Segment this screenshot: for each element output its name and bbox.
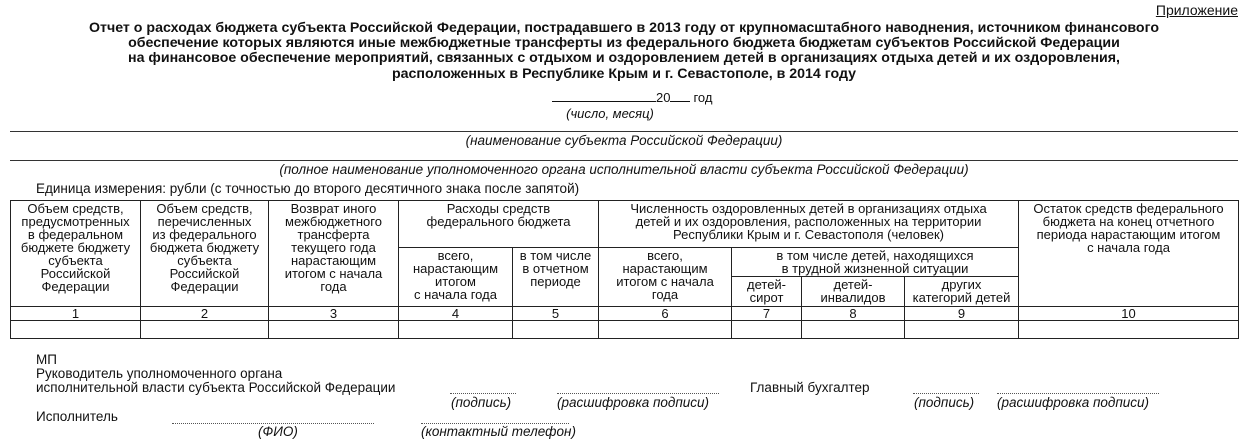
data-cell[interactable] bbox=[905, 321, 1019, 339]
accountant-decoding-line[interactable] bbox=[997, 393, 1159, 394]
stamp-mark: МП bbox=[36, 352, 57, 367]
column-number: 2 bbox=[141, 307, 269, 321]
header-expenses-period: в том числе в отчетном периоде bbox=[513, 248, 599, 307]
executor-fio-caption: (ФИО) bbox=[258, 424, 298, 439]
header-federal-balance: Остаток средств федерального бюджета на конец отчетного периода нарастающим итогом с начала года bbox=[1019, 201, 1239, 307]
title-line: на финансовое обеспечение мероприятий, связанных с отдыхом и оздоровлением детей в организациях отдыха детей и их оздоровления, bbox=[128, 50, 1120, 67]
head-title-line2: исполнительной власти субъекта Российской Федерации bbox=[36, 380, 396, 395]
header-children-hardship: в том числе детей, находящихся в трудной жизненной ситуации bbox=[732, 248, 1019, 277]
header-other-categories: других категорий детей bbox=[905, 277, 1019, 307]
data-cell[interactable] bbox=[1019, 321, 1239, 339]
accountant-signature-line[interactable] bbox=[913, 393, 979, 394]
header-children-count: Численность оздоровленных детей в организациях отдыха детей и их оздоровления, расположенных на территории Республики Крым и г. Севастополя (человек) bbox=[599, 201, 1019, 248]
subject-caption: (наименование субъекта Российской Федерации) bbox=[465, 133, 783, 148]
header-federal-expenses: Расходы средств федерального бюджета bbox=[399, 201, 599, 248]
column-number: 5 bbox=[513, 307, 599, 321]
head-title-line1: Руководитель уполномоченного органа bbox=[36, 366, 283, 381]
column-number: 3 bbox=[269, 307, 399, 321]
header-orphans: детей- сирот bbox=[732, 277, 802, 307]
column-number: 8 bbox=[802, 307, 905, 321]
column-number: 7 bbox=[732, 307, 802, 321]
head-signature-caption: (подпись) bbox=[451, 395, 512, 410]
title-line: Отчет о расходах бюджета субъекта Российской Федерации, пострадавшего в 2013 году от крупномасштабного наводнения, источником финансового bbox=[88, 20, 1159, 36]
date-day-month-blank[interactable] bbox=[552, 89, 656, 102]
data-cell[interactable] bbox=[11, 321, 141, 339]
data-cell[interactable] bbox=[732, 321, 802, 339]
data-cell[interactable] bbox=[399, 321, 513, 339]
column-number: 10 bbox=[1019, 307, 1239, 321]
report-table bbox=[10, 200, 1239, 339]
data-cell[interactable] bbox=[513, 321, 599, 339]
head-decoding-caption: (расшифровка подписи) bbox=[557, 395, 710, 410]
date-caption: (число, месяц) bbox=[566, 106, 654, 121]
header-disabled: детей- инвалидов bbox=[802, 277, 905, 307]
data-cell[interactable] bbox=[269, 321, 399, 339]
units-label: Единица измерения: рубли (с точностью до второго десятичного знака после запятой) bbox=[36, 181, 580, 196]
column-number: 1 bbox=[11, 307, 141, 321]
header-expenses-total: всего, нарастающим итогом с начала года bbox=[399, 248, 513, 307]
data-cell[interactable] bbox=[802, 321, 905, 339]
head-signature-line[interactable] bbox=[450, 393, 516, 394]
chief-accountant-label: Главный бухгалтер bbox=[750, 380, 870, 395]
year-blank[interactable] bbox=[670, 89, 690, 102]
header-children-total: всего, нарастающим итогом с начала года bbox=[599, 248, 732, 307]
subject-name-line[interactable] bbox=[10, 131, 1238, 132]
column-number: 4 bbox=[399, 307, 513, 321]
year-suffix: год bbox=[693, 90, 713, 105]
title-line: обеспечение которых являются иные межбюджетные трансферты из федерального бюджета бюджетам субъектов Российской Федерации bbox=[128, 35, 1120, 52]
title-line: расположенных в Республике Крым и г. Севастополе, в 2014 году bbox=[391, 65, 857, 82]
authority-caption: (полное наименование уполномоченного органа исполнительной власти субъекта Российской Федерации) bbox=[279, 162, 969, 177]
year-prefix: 20 bbox=[656, 90, 671, 105]
accountant-signature-caption: (подпись) bbox=[914, 395, 975, 410]
header-transferred-volume: Объем средств, перечисленных из федерального бюджета бюджету субъекта Российской Федерации bbox=[141, 201, 269, 307]
data-cell[interactable] bbox=[141, 321, 269, 339]
head-decoding-line[interactable] bbox=[557, 393, 719, 394]
executor-phone-caption: (контактный телефон) bbox=[421, 424, 576, 439]
column-number: 6 bbox=[599, 307, 732, 321]
header-federal-budget-volume: Объем средств, предусмотренных в федеральном бюджете бюджету субъекта Российской Федерации bbox=[11, 201, 141, 307]
column-number: 9 bbox=[905, 307, 1019, 321]
header-transfer-return: Возврат иного межбюджетного трансферта текущего года нарастающим итогом с начала года bbox=[269, 201, 399, 307]
appendix-label: Приложение bbox=[1155, 2, 1238, 18]
data-cell[interactable] bbox=[599, 321, 732, 339]
report-title bbox=[0, 21, 1248, 82]
accountant-decoding-caption: (расшифровка подписи) bbox=[997, 395, 1150, 410]
executor-label: Исполнитель bbox=[36, 409, 118, 424]
authority-name-line[interactable] bbox=[10, 160, 1238, 161]
date-field[interactable] bbox=[552, 89, 712, 105]
